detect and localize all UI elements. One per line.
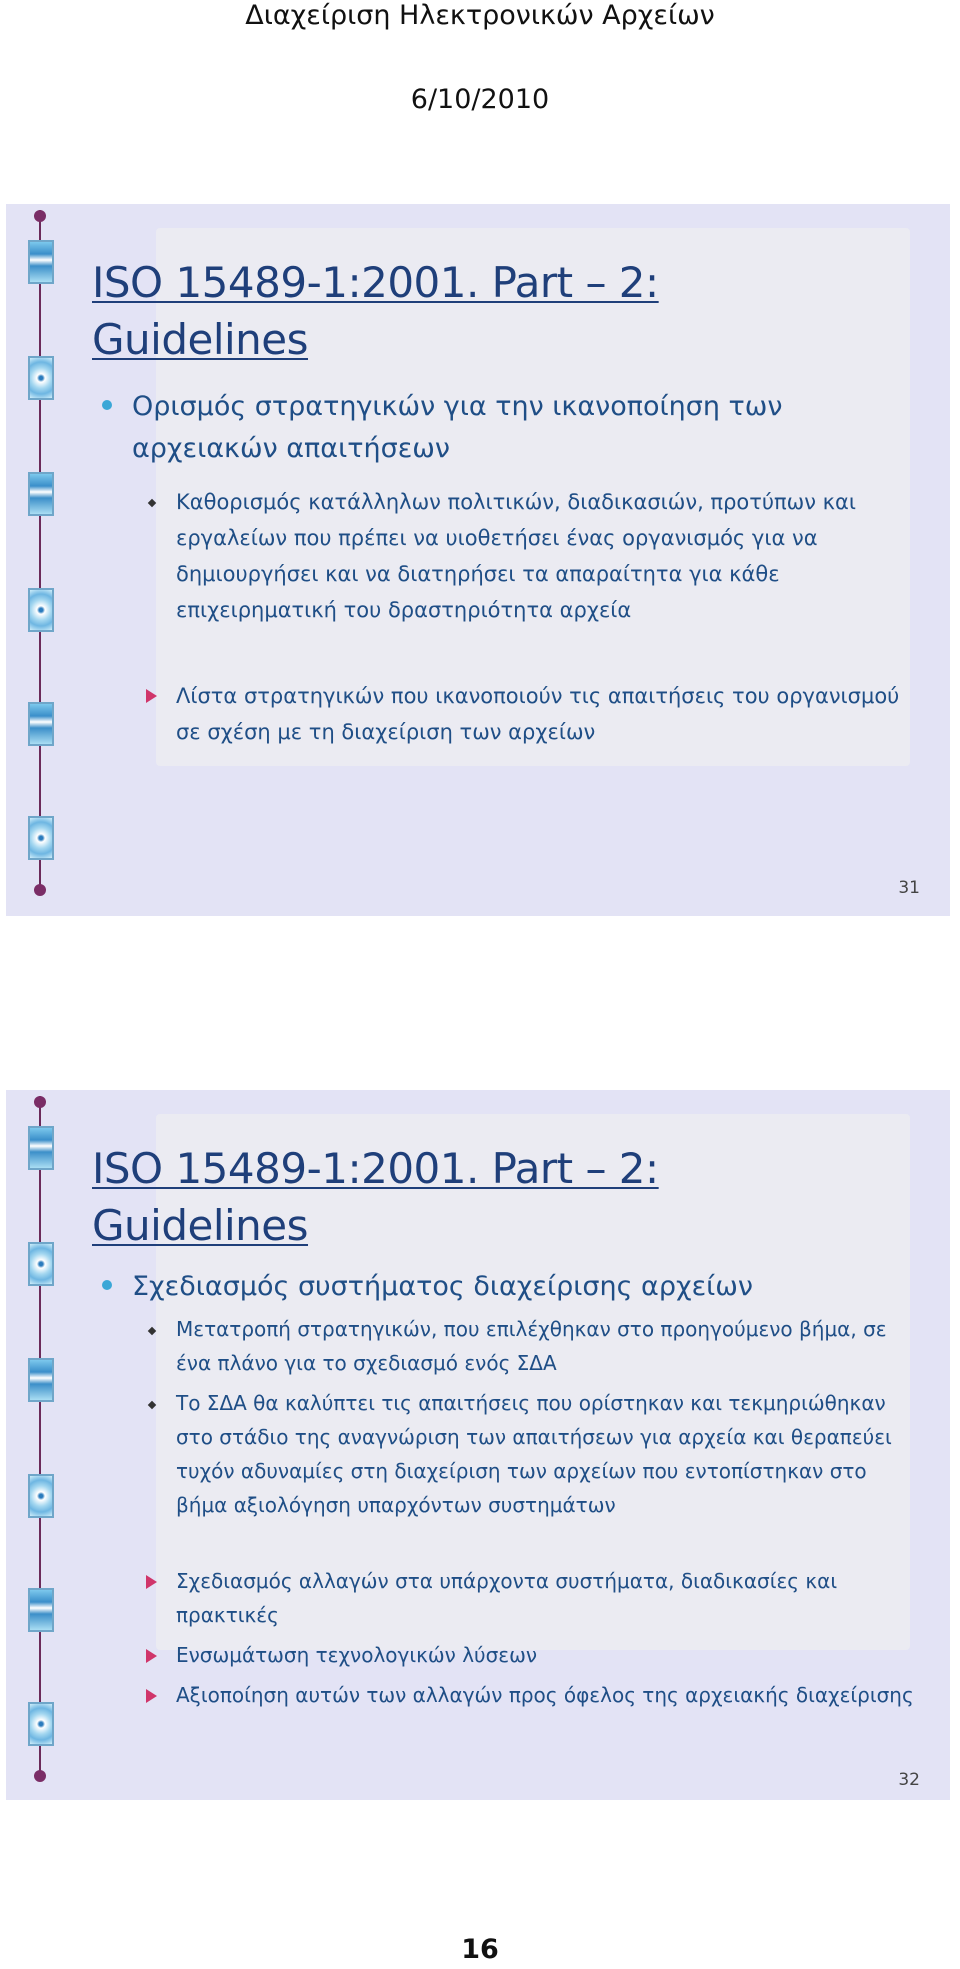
page-number: 16 [461,1934,499,1965]
decorative-square-icon [28,588,54,632]
diamond-bullet-icon [146,1325,158,1337]
arrow-bullet-icon [146,1649,157,1663]
sub-bullet-item [146,484,916,628]
round-bullet-icon [102,1280,112,1290]
arrow-bullet-icon [146,689,157,703]
slide-32 [6,1090,950,1800]
diamond-bullet-icon [146,497,158,509]
decorative-square-icon [28,1126,54,1170]
slide-number: 31 [898,878,920,898]
arrow-bullet-icon [146,1575,157,1589]
bullet-text: Ορισμός στρατηγικών για την ικανοποίηση των αρχειακών απαιτήσεων [132,391,783,464]
sub-bullet-item [146,1312,916,1380]
decorative-square-icon [28,702,54,746]
sub-bullet-item [146,1386,916,1522]
slide-title: ISO 15489-1:2001. Part – 2: Guidelines [92,258,659,364]
sub-bullet-text: Αξιοποίηση αυτών των αλλαγών προς όφελος της αρχειακής διαχείρισης [176,1683,914,1707]
sub-bullet-text: Καθορισμός κατάλληλων πολιτικών, διαδικασιών, προτύπων και εργαλείων που πρέπει να υιοθετήσει ένας οργανισμός για να δημιουργήσει και να διατηρήσει τα απαραίτητα για κάθε επιχειρηματική του δραστηριότητα αρχεία [176,490,856,622]
sub-bullet-item [146,1678,916,1712]
decorative-dot-icon [34,1770,46,1782]
sub-bullet-text: Σχεδιασμός αλλαγών στα υπάρχοντα συστήματα, διαδικασίες και πρακτικές [176,1569,838,1627]
decorative-square-icon [28,1358,54,1402]
bullet-item [102,1266,842,1308]
round-bullet-icon [102,400,112,410]
bullet-text: Σχεδιασμός συστήματος διαχείρισης αρχείων [132,1271,753,1302]
slide-31 [6,204,950,916]
document-header-date: 6/10/2010 [410,84,550,115]
sub-bullet-item [146,1638,916,1672]
decorative-square-icon [28,240,54,284]
decorative-vertical-line [39,210,41,890]
arrow-bullet-icon [146,1689,157,1703]
document-header-title: Διαχείριση Ηλεκτρονικών Αρχείων [245,0,715,31]
decorative-dot-icon [34,210,46,222]
sub-bullet-item [146,678,916,750]
decorative-dot-icon [34,884,46,896]
sub-bullet-text: Μετατροπή στρατηγικών, που επιλέχθηκαν στο προηγούμενο βήμα, σε ένα πλάνο για το σχεδιασμό ενός ΣΔΑ [176,1317,887,1375]
slide-title: ISO 15489-1:2001. Part – 2: Guidelines [92,1144,659,1250]
decorative-square-icon [28,816,54,860]
decorative-square-icon [28,472,54,516]
decorative-square-icon [28,1474,54,1518]
decorative-square-icon [28,1702,54,1746]
sub-bullet-text: Το ΣΔΑ θα καλύπτει τις απαιτήσεις που ορίστηκαν και τεκμηριώθηκαν στο στάδιο της αναγνώριση των απαιτήσεων για αρχεία και θεραπεύει τυχόν αδυναμίες στη διαχείριση των αρχείων που εντοπίστηκαν στο βήμα αξιολόγηση υπαρχόντων συστημάτων [176,1391,892,1517]
slide-number: 32 [898,1770,920,1790]
sub-bullet-text: Λίστα στρατηγικών που ικανοποιούν τις απαιτήσεις του οργανισμού σε σχέση με τη διαχείριση των αρχείων [176,684,900,744]
bullet-item [102,386,842,470]
decorative-dot-icon [34,1096,46,1108]
decorative-vertical-line [39,1096,41,1776]
decorative-square-icon [28,1588,54,1632]
diamond-bullet-icon [146,1399,158,1411]
decorative-square-icon [28,1242,54,1286]
decorative-square-icon [28,356,54,400]
sub-bullet-item [146,1564,916,1632]
sub-bullet-text: Ενσωμάτωση τεχνολογικών λύσεων [176,1643,538,1667]
